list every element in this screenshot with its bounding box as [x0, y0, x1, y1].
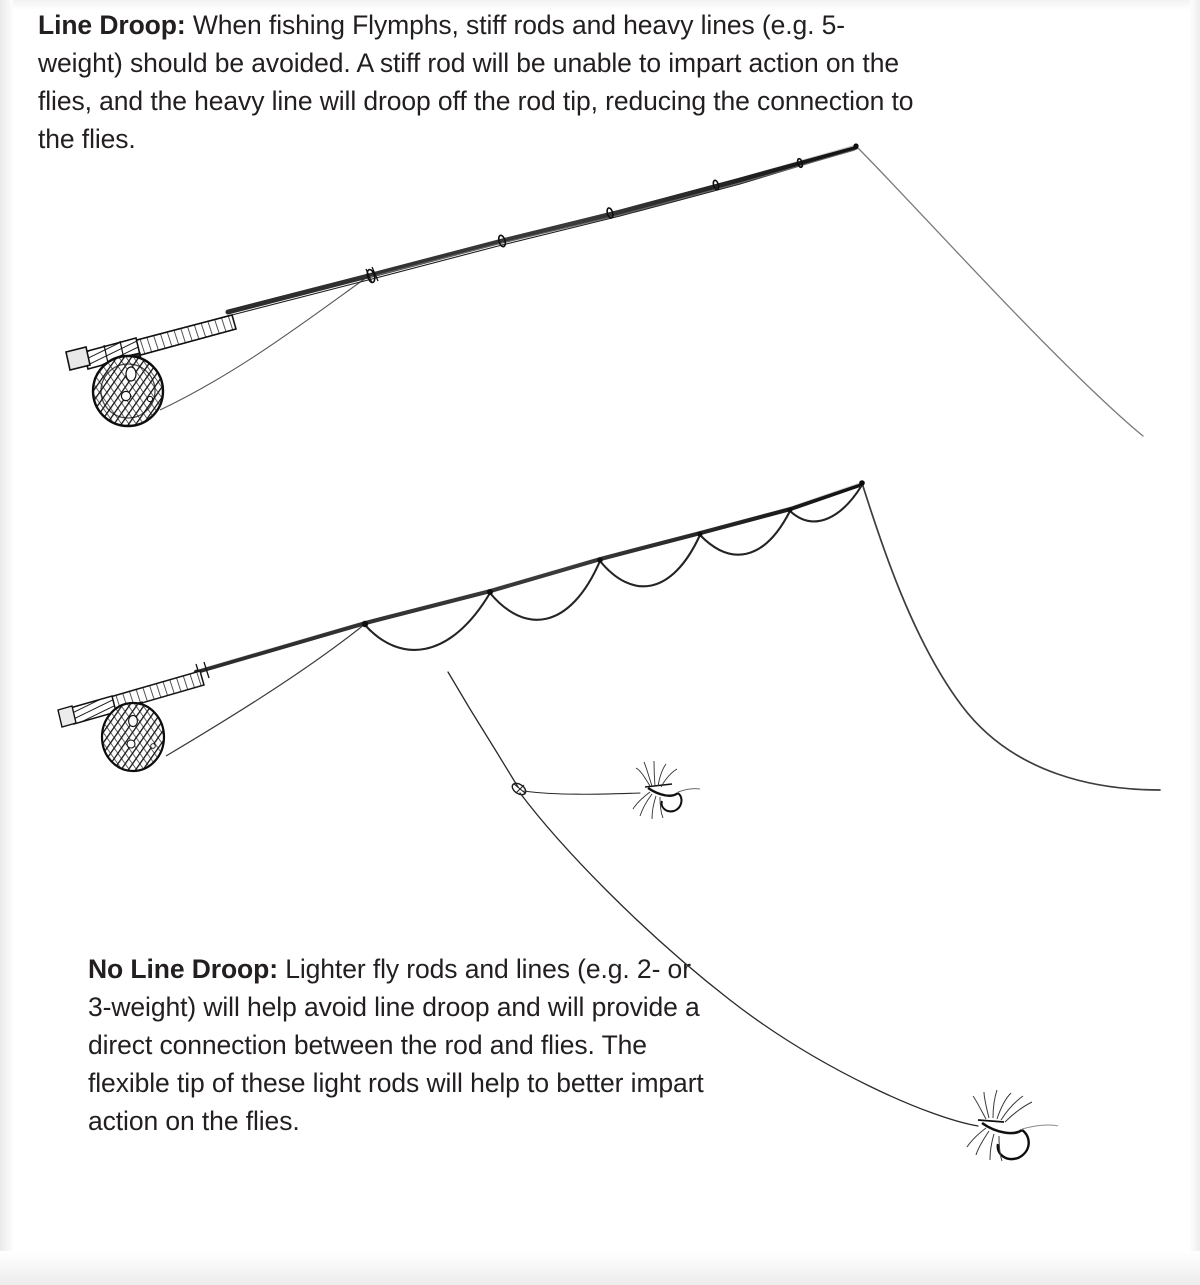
- lower-rod-grip: [110, 671, 204, 711]
- caption-no-line-droop-heading: No Line Droop:: [88, 954, 278, 984]
- upper-fly-reel: [93, 356, 163, 426]
- page-edge-left: [0, 0, 13, 1285]
- dropper-tippet: [524, 791, 640, 794]
- leader-upper-segment: [448, 672, 518, 787]
- upper-rod-blank-highlight: [230, 145, 856, 308]
- fly-dropper: [633, 761, 700, 819]
- lower-fly-reel: [102, 703, 164, 771]
- upper-rod-guides: [366, 158, 803, 283]
- lower-rod-blank-highlight: [198, 482, 862, 669]
- lower-rod-blank: [196, 484, 862, 672]
- upper-rod-reel-seat: [66, 338, 140, 370]
- upper-rod-grip: [133, 315, 236, 356]
- caption-no-line-droop-body: Lighter fly rods and lines (e.g. 2- or 3-weight) will help avoid line droop and will provide a direct connection between the rod and flies. The flexible tip of these light rods will help to better impart action on the flies.: [88, 954, 704, 1136]
- upper-line-reel-to-guide: [160, 275, 370, 410]
- lower-rod-illustration: [58, 480, 1160, 790]
- dropper-knot: [510, 781, 528, 797]
- upper-rod-illustration: [66, 143, 1143, 436]
- caption-line-droop-heading: Line Droop:: [38, 10, 186, 40]
- lower-rod-guides: [362, 508, 793, 628]
- fly-point: [967, 1090, 1058, 1161]
- lower-rod-tip-top: [859, 480, 865, 486]
- lower-line-reel-to-guide: [166, 624, 365, 756]
- lower-fly-line-sag: [365, 485, 862, 650]
- caption-line-droop-body: When fishing Flymphs, stiff rods and heavy lines (e.g. 5-weight) should be avoided. A stiff rod will be unable to impart action on the flies, and the heavy line will droop off the rod tip, reducing the connection to the flies.: [38, 10, 914, 154]
- page-edge-right: [1190, 0, 1200, 1285]
- lower-drooping-fly-line: [862, 483, 1160, 790]
- lower-rod-reel-seat: [58, 696, 116, 727]
- upper-rod-ferrule: [366, 267, 378, 283]
- upper-rod-blank-lower: [228, 147, 856, 312]
- upper-rod-blank-edge: [228, 149, 856, 316]
- page-edge-bottom: [0, 1251, 1200, 1285]
- upper-reel-foot: [118, 353, 142, 373]
- lower-reel-foot: [122, 702, 144, 721]
- lower-rod-ferrule: [196, 662, 209, 680]
- upper-drooping-fly-line: [856, 146, 1143, 436]
- upper-fly-line-along-rod: [370, 150, 855, 277]
- caption-no-line-droop: [88, 950, 708, 1140]
- caption-line-droop: [38, 6, 918, 158]
